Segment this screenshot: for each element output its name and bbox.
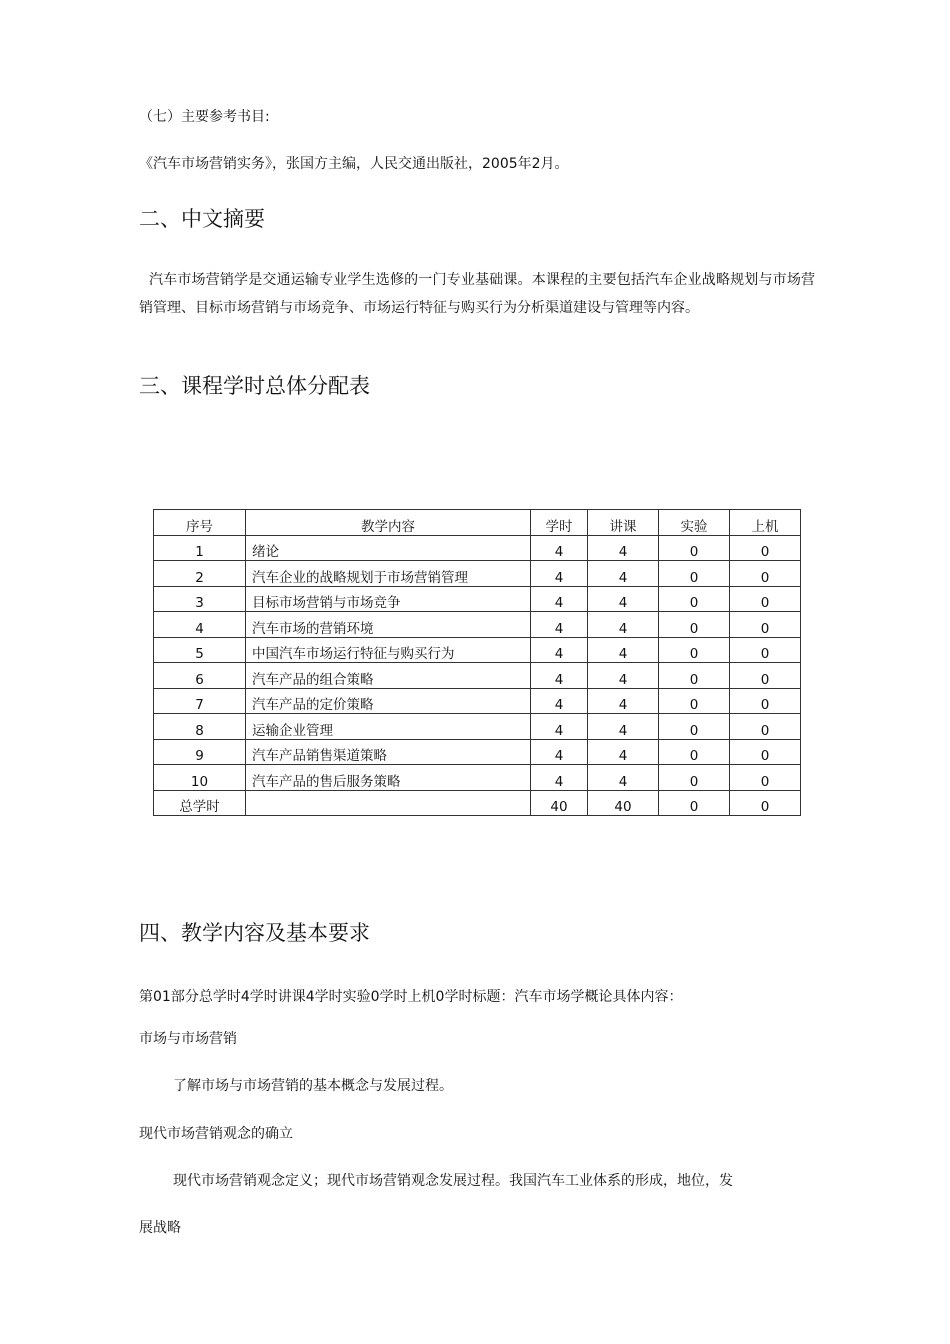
table-cell: 3	[154, 586, 246, 612]
table-cell: 4	[154, 612, 246, 638]
table-cell: 0	[730, 637, 801, 663]
table-cell: 0	[730, 663, 801, 689]
table-cell: 4	[531, 535, 588, 561]
table-cell: 汽车产品的组合策略	[246, 663, 531, 689]
table-cell: 0	[659, 612, 730, 638]
table-cell: 9	[154, 739, 246, 765]
table-cell: 0	[659, 535, 730, 561]
table-cell: 4	[531, 561, 588, 587]
table-row	[154, 765, 801, 791]
section-text-modern-marketing-line1: 现代市场营销观念定义；现代市场营销观念发展过程。我国汽车工业体系的形成，地位，发	[173, 1173, 733, 1189]
table-header-cell: 上机	[730, 510, 801, 536]
hours-table-title: 三、课程学时总体分配表	[139, 374, 370, 398]
table-cell: 运输企业管理	[246, 714, 531, 740]
table-cell: 0	[730, 739, 801, 765]
table-row	[154, 663, 801, 689]
section-heading-market: 市场与市场营销	[139, 1031, 237, 1047]
table-cell: 4	[588, 714, 659, 740]
table-cell: 4	[588, 612, 659, 638]
table-cell: 4	[531, 586, 588, 612]
table-row	[154, 714, 801, 740]
hours-table	[153, 509, 801, 816]
table-cell: 4	[588, 663, 659, 689]
table-cell: 0	[659, 637, 730, 663]
table-cell: 7	[154, 688, 246, 714]
table-total-cell: 0	[659, 790, 730, 816]
table-cell: 汽车产品的售后服务策略	[246, 765, 531, 791]
table-header-cell: 讲课	[588, 510, 659, 536]
table-cell: 4	[531, 688, 588, 714]
table-cell: 0	[730, 561, 801, 587]
table-cell: 中国汽车市场运行特征与购买行为	[246, 637, 531, 663]
reference-book: 《汽车市场营销实务》，张国方主编，人民交通出版社，2005年2月。	[139, 156, 569, 172]
table-cell: 0	[659, 586, 730, 612]
table-cell: 5	[154, 637, 246, 663]
table-cell: 4	[531, 637, 588, 663]
table-row	[154, 612, 801, 638]
table-cell: 绪论	[246, 535, 531, 561]
table-cell: 0	[659, 714, 730, 740]
table-row	[154, 739, 801, 765]
table-total-row	[154, 790, 801, 816]
table-cell: 汽车企业的战略规划于市场营销管理	[246, 561, 531, 587]
table-header-cell: 序号	[154, 510, 246, 536]
table-cell: 2	[154, 561, 246, 587]
table-cell: 目标市场营销与市场竞争	[246, 586, 531, 612]
table-cell: 1	[154, 535, 246, 561]
table-cell: 4	[588, 739, 659, 765]
table-cell: 0	[659, 663, 730, 689]
references-heading: （七）主要参考书目:	[139, 109, 270, 125]
section-heading-modern-marketing: 现代市场营销观念的确立	[139, 1126, 293, 1142]
table-cell: 0	[730, 535, 801, 561]
table-row	[154, 586, 801, 612]
table-total-cell: 40	[531, 790, 588, 816]
table-header-cell: 实验	[659, 510, 730, 536]
table-cell: 4	[588, 586, 659, 612]
table-cell: 10	[154, 765, 246, 791]
table-cell: 0	[730, 714, 801, 740]
section-text-market: 了解市场与市场营销的基本概念与发展过程。	[173, 1078, 453, 1094]
table-row	[154, 561, 801, 587]
table-header-row	[154, 510, 801, 536]
table-row	[154, 688, 801, 714]
table-cell: 汽车市场的营销环境	[246, 612, 531, 638]
table-total-cell	[246, 790, 531, 816]
table-cell: 4	[531, 612, 588, 638]
table-cell: 汽车产品销售渠道策略	[246, 739, 531, 765]
table-cell: 4	[588, 535, 659, 561]
table-cell: 0	[659, 561, 730, 587]
table-cell: 0	[730, 586, 801, 612]
content-title: 四、教学内容及基本要求	[139, 921, 370, 945]
table-cell: 4	[588, 637, 659, 663]
abstract-title: 二、中文摘要	[139, 207, 265, 231]
table-cell: 4	[588, 688, 659, 714]
part-summary-line: 第01部分总学时4学时讲课4学时实验0学时上机0学时标题：汽车市场学概论具体内容：	[139, 989, 683, 1005]
table-header-cell: 学时	[531, 510, 588, 536]
table-cell: 0	[659, 688, 730, 714]
table-cell: 4	[588, 561, 659, 587]
table-cell: 4	[531, 714, 588, 740]
table-cell: 6	[154, 663, 246, 689]
table-header-cell: 教学内容	[246, 510, 531, 536]
table-total-cell: 总学时	[154, 790, 246, 816]
table-cell: 4	[588, 765, 659, 791]
table-cell: 0	[659, 739, 730, 765]
table-cell: 4	[531, 663, 588, 689]
section-text-modern-marketing-line2: 展战略	[139, 1220, 181, 1236]
table-cell: 4	[531, 765, 588, 791]
table-cell: 汽车产品的定价策略	[246, 688, 531, 714]
table-cell: 0	[730, 612, 801, 638]
table-cell: 0	[730, 688, 801, 714]
abstract-text: 汽车市场营销学是交通运输专业学生选修的一门专业基础课。本课程的主要包括汽车企业战略规划与市场营销管理、目标市场营销与市场竞争、市场运行特征与购买行为分析渠道建设与管理等内容。	[139, 272, 815, 316]
table-total-cell: 0	[730, 790, 801, 816]
table-total-cell: 40	[588, 790, 659, 816]
table-row	[154, 535, 801, 561]
table-cell: 4	[531, 739, 588, 765]
table-cell: 0	[659, 765, 730, 791]
table-row	[154, 637, 801, 663]
table-cell: 0	[730, 765, 801, 791]
table-cell: 8	[154, 714, 246, 740]
